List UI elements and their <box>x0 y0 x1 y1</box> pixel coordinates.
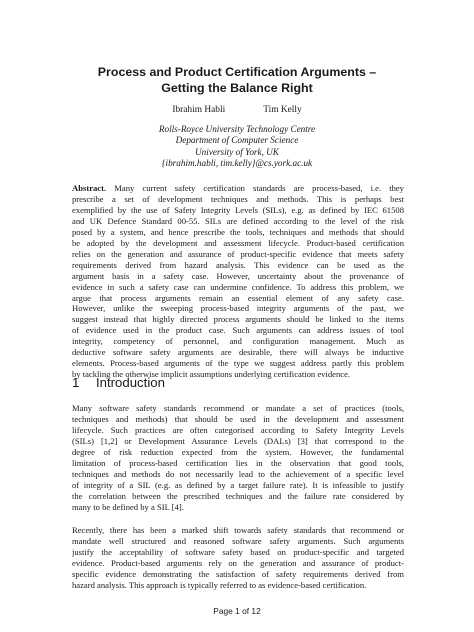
author-list <box>40 104 434 116</box>
abstract <box>72 183 404 380</box>
paragraph-line: Recently, there has been a marked shift towards safety standards that recommend or <box>72 525 404 535</box>
section-number: 1 <box>72 375 80 390</box>
paragraph-line: mandate well structured and reasoned software safety arguments. Such arguments <box>72 535 404 546</box>
abstract-line: suggest instead that highly directed process arguments should be linked to the items <box>72 314 404 325</box>
title-line: Process and Product Certification Arguments – <box>97 65 377 79</box>
affiliation <box>40 124 434 170</box>
paragraph-line: specific evidence demonstrating the satisfaction of safety requirements derived from <box>72 568 404 579</box>
abstract-line <box>72 183 404 194</box>
paragraph-line: degree of risk reduction expected from the system. However, the fundamental <box>72 446 404 457</box>
affiliation-line: University of York, UK <box>195 146 279 157</box>
abstract-line: by tackling the otherwise implicit assumptions underlying certification evidence. <box>72 369 351 380</box>
paragraph-line: many to be defined by a SIL [4]. <box>72 501 184 512</box>
affiliation-line: Rolls-Royce University Technology Centre <box>158 124 316 134</box>
author-emails: {ibrahim.habli, tim.kelly}@cs.york.ac.uk <box>161 158 313 169</box>
abstract-line: evidence in such a safety case can undermine confidence. To address this problem, we <box>72 281 404 292</box>
paragraph-line: (SILs) [1,2] or Development Assurance Levels (DALs) [3] that correspond to the <box>72 435 404 446</box>
section-title: Introduction <box>96 375 165 390</box>
paragraph-line: limitation of process-based certification lies in the observation that good tools, <box>72 457 404 468</box>
paragraph-line: hazard analysis. This approach is typically referred to as evidence-based certification. <box>72 579 367 590</box>
abstract-line: requirements derived from hazard analysis. This evidence can be used as the <box>72 259 404 270</box>
abstract-line: be adopted by the development and assessment lifecycle. Product-based certification <box>72 237 404 248</box>
abstract-line: argue that process arguments remain an essential element of any safety case. <box>72 292 404 303</box>
paragraph-line: of integrity of a SIL (e.g. as defined by a target failure rate). It is infeasible to justify <box>72 479 404 490</box>
abstract-line: deductive software safety arguments are desirable, there will always be inductive <box>72 347 404 358</box>
page-footer: Page 1 of 12 <box>213 606 261 616</box>
abstract-line: exemplified by the use of Safety Integrity Levels (SILs), e.g. as defined by IEC 61508 <box>72 204 404 215</box>
paragraph-line: techniques and methods do not necessarily lead to the achievement of a specific level <box>72 468 404 479</box>
abstract-line: integrity, competency of personnel, and configuration management. Much as <box>72 336 404 347</box>
abstract-line: However, unlike the sweeping process-based integrity arguments of the past, we <box>72 303 404 314</box>
abstract-text: Many current safety certification standards are process-based, i.e. they <box>114 183 404 193</box>
abstract-line: prescribe a set of development techniques and methods. This is perhaps best <box>72 193 404 204</box>
paragraph-line: lifecycle. Such practices are often categorised according to Safety Integrity Levels <box>72 424 404 435</box>
paragraph-line: evidence. Product-based arguments rely on the generation and assurance of product- <box>72 557 404 568</box>
section-heading <box>72 375 165 391</box>
paragraph-line: justify the acceptability of software safety based on product-specific and targeted <box>72 546 404 557</box>
paragraph-line: the correlation between the prescribed techniques and the failure rate considered by <box>72 490 404 501</box>
title-line: Getting the Balance Right <box>161 81 313 95</box>
abstract-label: Abstract. <box>72 183 107 193</box>
abstract-line: and UK Defence Standard 00-55. SILs are defined according to the level of the risk <box>72 215 404 226</box>
paper-title <box>40 64 434 96</box>
abstract-line: of evidence used in the product case. Such arguments can address issues of tool <box>72 325 404 336</box>
paragraph-line: techniques and methods) that should be used in the development and assessment <box>72 413 404 424</box>
abstract-line: relies on the generation and assurance of product-specific evidence that meets safety <box>72 248 404 259</box>
body-paragraph <box>72 525 404 591</box>
paragraph-line: Many software safety standards recommend or mandate a set of practices (tools, <box>72 403 404 413</box>
affiliation-line: Department of Computer Science <box>175 135 299 146</box>
abstract-line: posed by a system, and hence prescribe the tools, techniques and methods that should <box>72 226 404 237</box>
body-paragraph <box>72 403 404 513</box>
author-name: Tim Kelly <box>263 105 302 115</box>
author-name: Ibrahim Habli <box>172 105 226 115</box>
abstract-line: elements. Process-based arguments of the type we suggest address partly this problem <box>72 358 404 369</box>
abstract-line: argument basis in a safety case. However, uncertainty about the provenance of <box>72 270 404 281</box>
